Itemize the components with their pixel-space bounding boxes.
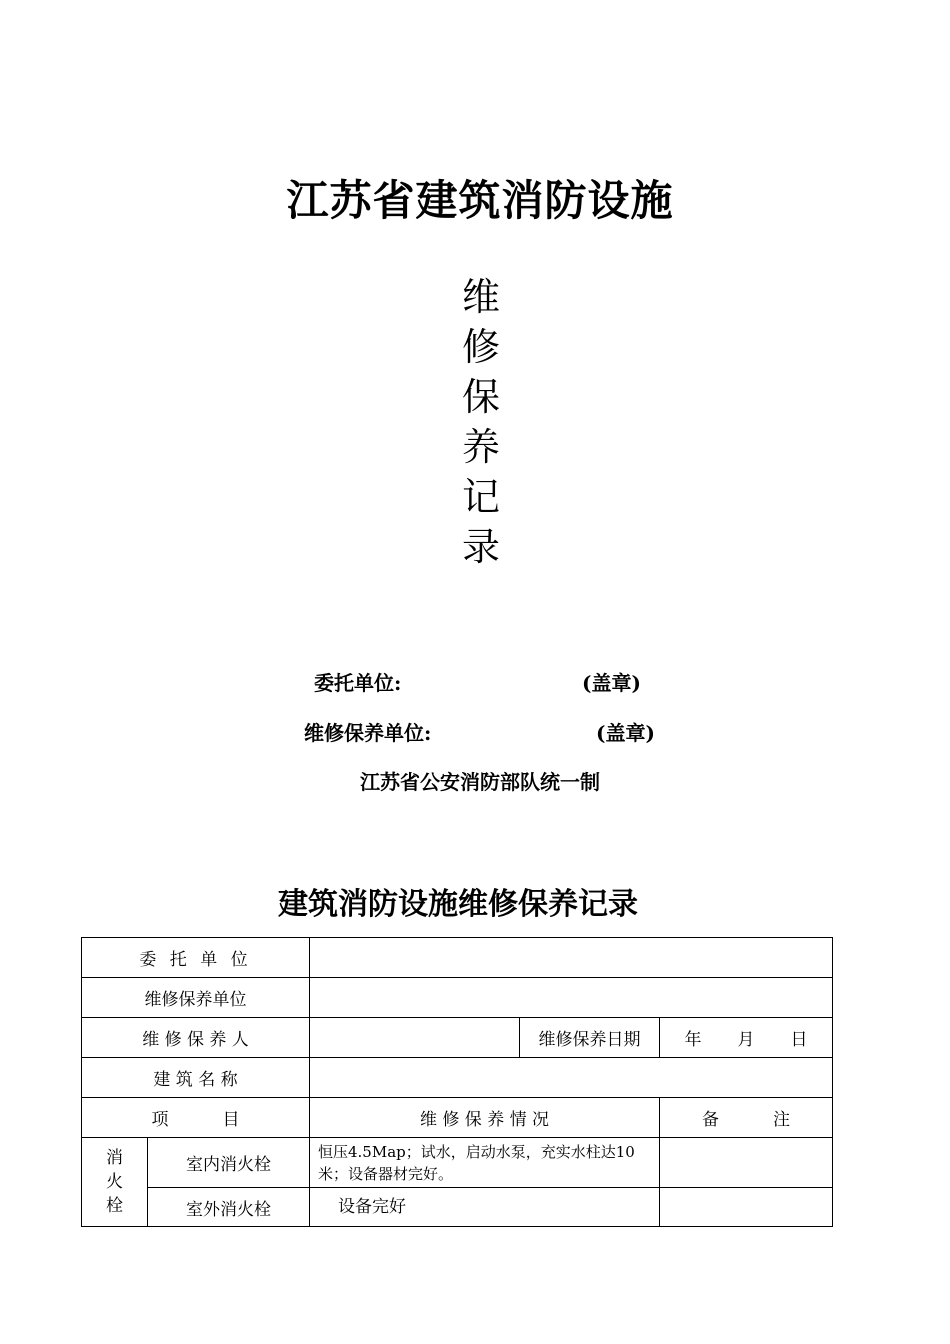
outdoor-hydrant-cell: 室外消火栓 [148, 1188, 310, 1227]
cover-vertical-title [459, 272, 503, 572]
outdoor-hydrant-status[interactable]: 设备完好 [310, 1188, 660, 1227]
building-name-value[interactable] [310, 1058, 833, 1098]
maintainer-seal-text: (盖章) [596, 721, 655, 745]
date-day: 日 [790, 1030, 808, 1050]
group-char: 火 [106, 1172, 123, 1192]
maintainer-unit-label: 维修保养单位: [304, 721, 432, 745]
remark-header: 备 注 [660, 1098, 833, 1138]
table-header-row [82, 1098, 833, 1138]
status-header: 维 修 保 养 情 况 [310, 1098, 660, 1138]
table-row [82, 978, 833, 1018]
indoor-hydrant-cell: 室内消火栓 [148, 1138, 310, 1188]
indoor-hydrant-remark[interactable] [660, 1138, 833, 1188]
client-unit-label: 委托单位: [314, 671, 402, 695]
client-seal-line [0, 667, 950, 695]
date-year: 年 [684, 1030, 702, 1050]
maintenance-unit-cell: 维修保养单位 [82, 978, 310, 1018]
date-month: 月 [737, 1030, 755, 1050]
record-title: 建筑消防设施维修保养记录 [278, 887, 638, 922]
client-unit-value[interactable] [310, 938, 833, 978]
vertical-title-char: 维 [461, 275, 500, 319]
table-row [82, 938, 833, 978]
vertical-title-char: 修 [461, 325, 500, 369]
table-row [82, 1188, 833, 1227]
vertical-title-char: 养 [461, 425, 500, 469]
maintenance-record-table [81, 937, 833, 1227]
maintainer-value[interactable] [310, 1018, 520, 1058]
maintenance-date-value[interactable] [660, 1018, 833, 1058]
vertical-title-char: 录 [461, 525, 500, 569]
maintainer-seal-line [0, 717, 950, 745]
table-row [82, 1138, 833, 1188]
issuer-text: 江苏省公安消防部队统一制 [360, 770, 600, 794]
outdoor-hydrant-remark[interactable] [660, 1188, 833, 1227]
client-unit-cell: 委 托 单 位 [82, 938, 310, 978]
cover-title: 江苏省建筑消防设施 [286, 176, 674, 225]
item-header: 项 目 [82, 1098, 310, 1138]
building-name-cell: 建 筑 名 称 [82, 1058, 310, 1098]
maintenance-unit-value[interactable] [310, 978, 833, 1018]
maintenance-date-label: 维修保养日期 [520, 1018, 660, 1058]
maintainer-cell: 维 修 保 养 人 [82, 1018, 310, 1058]
client-seal-text: (盖章) [582, 671, 641, 695]
hydrant-group-cell [82, 1138, 148, 1227]
indoor-hydrant-status[interactable]: 恒压4.5Map；试水，启动水泵，充实水柱达10米；设备器材完好。 [310, 1138, 660, 1188]
table-row [82, 1058, 833, 1098]
group-char: 栓 [106, 1196, 123, 1216]
group-char: 消 [106, 1148, 123, 1168]
vertical-title-char: 记 [461, 475, 500, 519]
table-row [82, 1018, 833, 1058]
vertical-title-char: 保 [461, 375, 500, 419]
